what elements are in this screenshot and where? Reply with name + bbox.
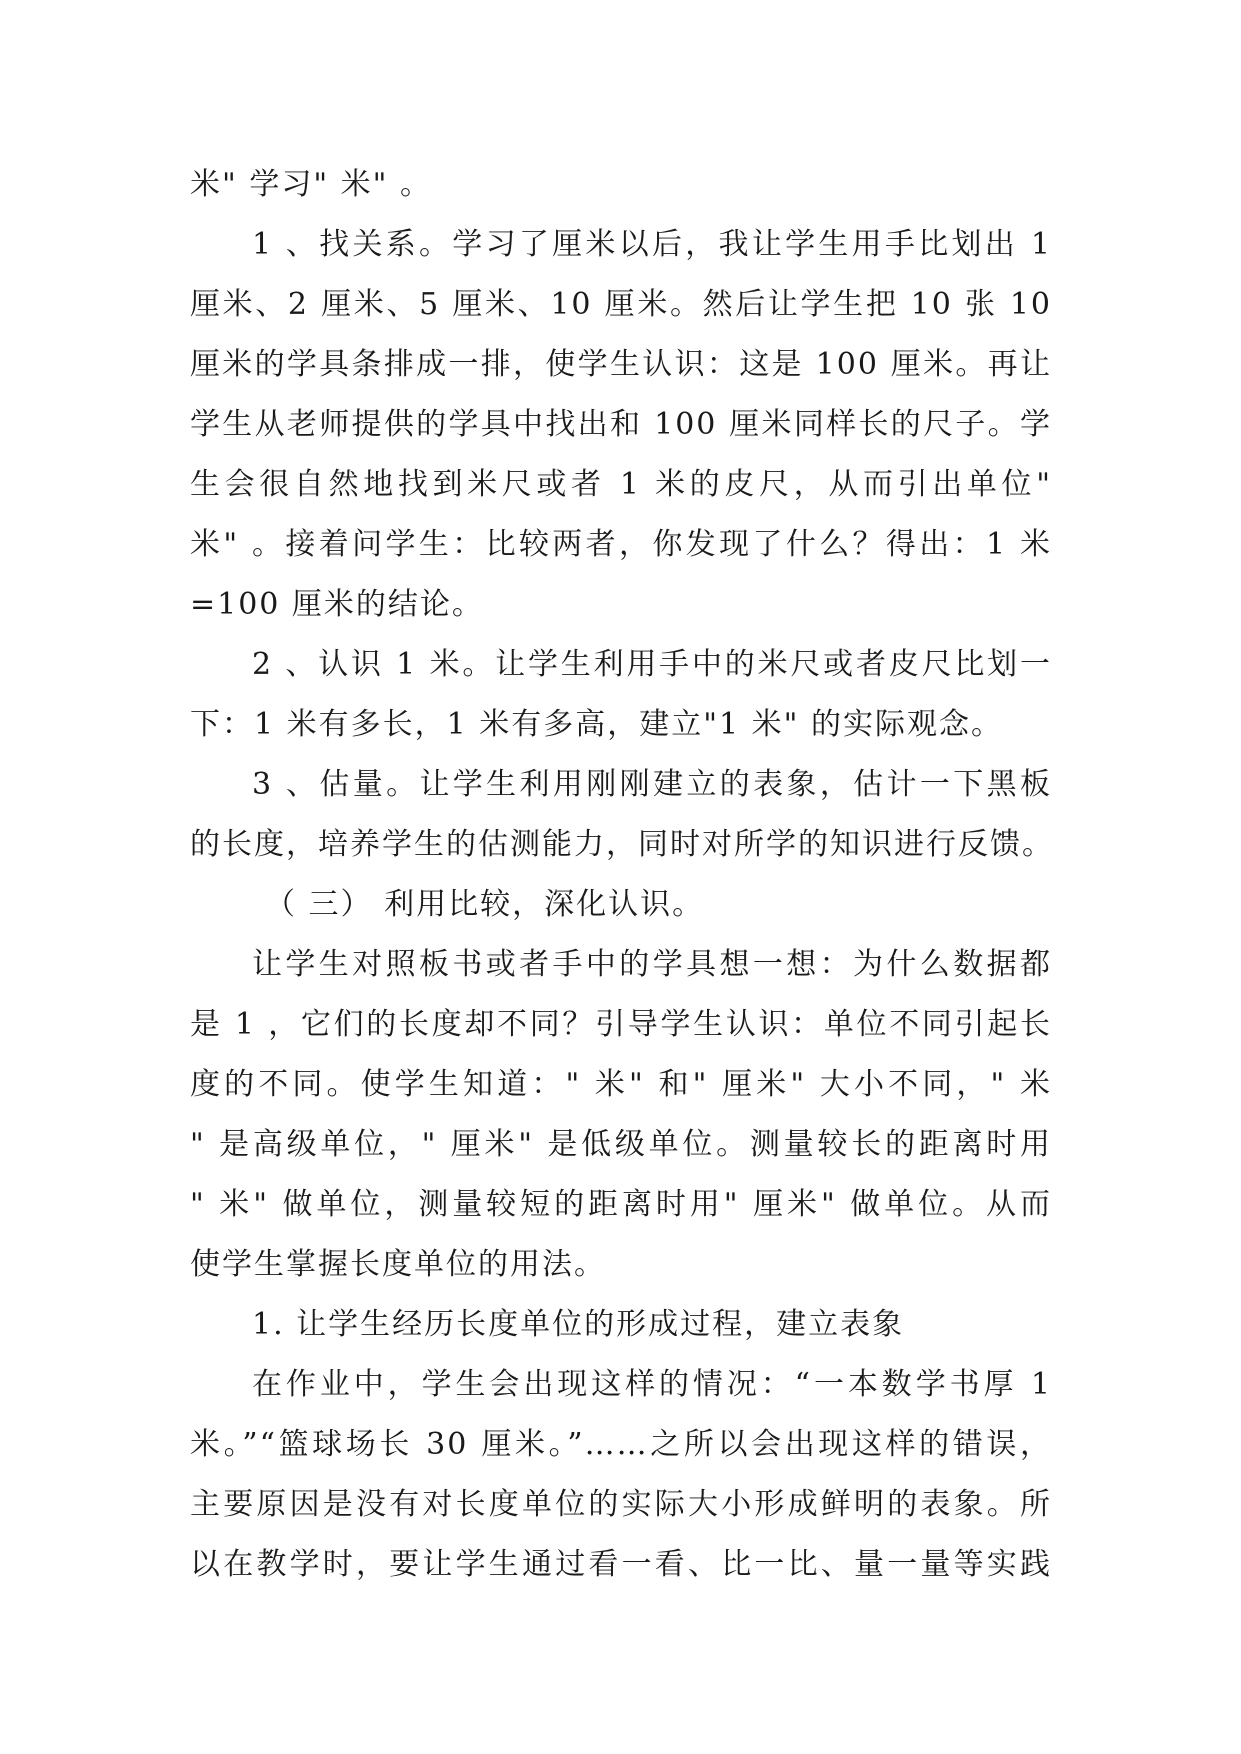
text-line: 米" 学习" 米" 。 xyxy=(190,167,433,202)
text-line: 1 、找关系。学习了厘米以后，我让学生用手比划出 1 xyxy=(252,227,1052,262)
text-line: 在作业中，学生会出现这样的情况：“一本数学书厚 1 xyxy=(252,1367,1052,1402)
section-heading: （ 三） 利用比较，深化认识。 xyxy=(265,887,705,922)
text-line: " 是高级单位，" 厘米" 是低级单位。测量较长的距离时用 xyxy=(190,1127,1052,1162)
text-line: 主要原因是没有对长度单位的实际大小形成鲜明的表象。所 xyxy=(190,1487,1052,1522)
text-line: 以在教学时，要让学生通过看一看、比一比、量一量等实践 xyxy=(190,1547,1052,1582)
text-line: 米" 。接着问学生：比较两者，你发现了什么？得出：1 米 xyxy=(190,527,1052,562)
text-line: 是 1 ，它们的长度却不同？引导学生认识：单位不同引起长 xyxy=(190,1007,1052,1042)
text-line: " 米" 做单位，测量较短的距离时用" 厘米" 做单位。从而 xyxy=(190,1187,1052,1222)
text-line: 2 、认识 1 米。让学生利用手中的米尺或者皮尺比划一 xyxy=(252,647,1052,682)
text-line: 3 、估量。让学生利用刚刚建立的表象，估计一下黑板 xyxy=(252,767,1052,802)
text-line: 使学生掌握长度单位的用法。 xyxy=(190,1247,606,1282)
section-heading: 1. 让学生经历长度单位的形成过程，建立表象 xyxy=(252,1307,905,1342)
text-line: 米。”“篮球场长 30 厘米。”……之所以会出现这样的错误， xyxy=(190,1427,1052,1462)
text-line: 厘米、2 厘米、5 厘米、10 厘米。然后让学生把 10 张 10 xyxy=(190,287,1052,322)
text-line: =100 厘米的结论。 xyxy=(190,587,484,622)
text-line: 学生从老师提供的学具中找出和 100 厘米同样长的尺子。学 xyxy=(190,407,1052,442)
text-line: 下：1 米有多长，1 米有多高，建立"1 米" 的实际观念。 xyxy=(190,707,1004,742)
text-line: 厘米的学具条排成一排，使学生认识：这是 100 厘米。再让 xyxy=(190,347,1052,382)
text-line: 生会很自然地找到米尺或者 1 米的皮尺，从而引出单位" xyxy=(190,467,1052,502)
text-line: 度的不同。使学生知道：" 米" 和" 厘米" 大小不同，" 米 xyxy=(190,1067,1052,1102)
text-line: 让学生对照板书或者手中的学具想一想：为什么数据都 xyxy=(252,947,1052,982)
text-line: 的长度，培养学生的估测能力，同时对所学的知识进行反馈。 xyxy=(190,827,1054,862)
